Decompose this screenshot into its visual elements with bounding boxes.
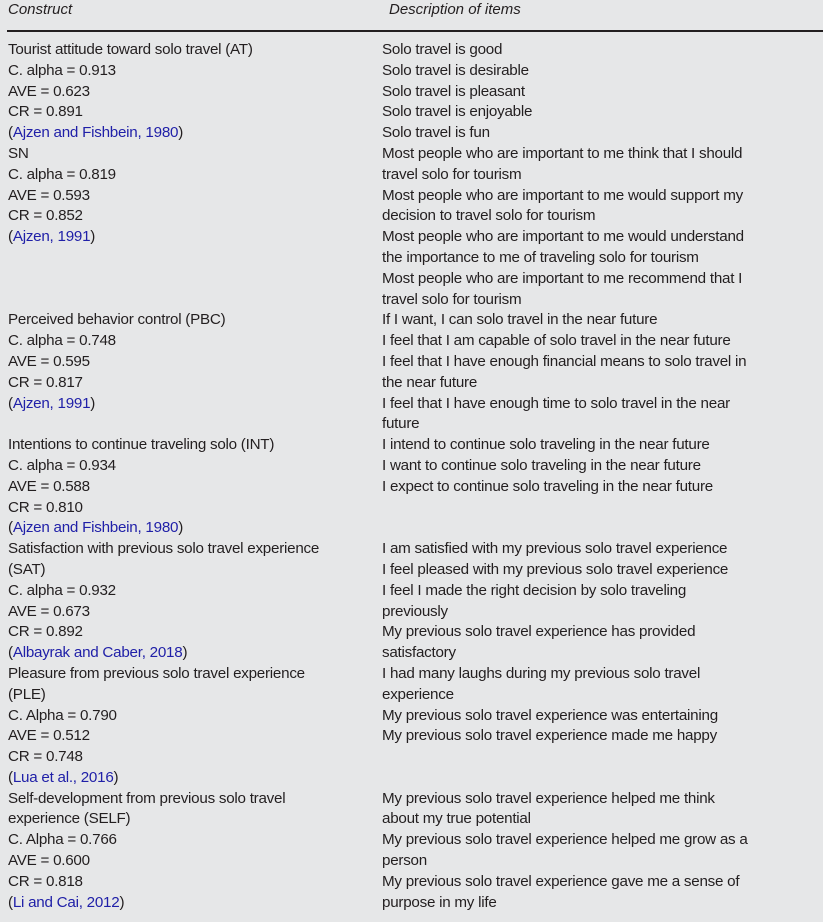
- table-row: [0, 40, 823, 144]
- item-description: the near future: [382, 373, 478, 391]
- item-description: I am satisfied with my previous solo travel experience: [382, 540, 728, 558]
- construct-stat: C. Alpha = 0.790: [8, 706, 117, 724]
- item-description: I feel that I am capable of solo travel in the near future: [382, 332, 731, 350]
- construct-stat: CR = 0.748: [8, 748, 83, 766]
- item-description: I had many laughs during my previous solo travel: [382, 664, 701, 682]
- construct-cell: [0, 539, 381, 664]
- citation: (Ajzen, 1991): [8, 394, 96, 412]
- item-description: I feel that I have enough financial means to solo travel in: [382, 352, 747, 370]
- description-cell: [381, 40, 823, 144]
- citation-link[interactable]: Li and Cai, 2012: [12, 893, 120, 911]
- header-construct: Construct: [8, 1, 73, 18]
- construct-stat: CR = 0.810: [8, 498, 83, 516]
- construct-cell: [0, 40, 381, 144]
- item-description: I feel I made the right decision by solo traveling: [382, 581, 687, 599]
- construct-stat: C. Alpha = 0.766: [8, 831, 117, 849]
- citation-link[interactable]: Ajzen and Fishbein, 1980: [12, 124, 179, 142]
- construct-name: Intentions to continue traveling solo (INT): [8, 436, 275, 454]
- header-rule: [7, 30, 823, 32]
- construct-stat: CR = 0.891: [8, 103, 83, 121]
- construct-cell: [0, 144, 381, 310]
- item-description: about my true potential: [382, 810, 531, 828]
- description-cell: [381, 539, 823, 664]
- construct-stat: (PLE): [8, 685, 46, 703]
- item-description: previously: [382, 602, 448, 620]
- citation-link[interactable]: Ajzen, 1991: [12, 394, 91, 412]
- construct-name: Satisfaction with previous solo travel experience: [8, 540, 320, 558]
- construct-name: SN: [8, 144, 29, 162]
- construct-stat: AVE = 0.600: [8, 852, 90, 870]
- item-description: Most people who are important to me recommend that I: [382, 269, 743, 287]
- citation: (Ajzen and Fishbein, 1980): [8, 124, 184, 142]
- construct-stat: AVE = 0.588: [8, 477, 90, 495]
- item-description: Solo travel is pleasant: [382, 82, 525, 100]
- construct-cell: [0, 310, 381, 435]
- item-description: My previous solo travel experience helped me grow as a: [382, 831, 748, 849]
- item-description: My previous solo travel experience was entertaining: [382, 706, 718, 724]
- item-description: purpose in my life: [382, 893, 497, 911]
- description-cell: [381, 144, 823, 310]
- construct-cell: [0, 664, 381, 789]
- item-description: travel solo for tourism: [382, 290, 522, 308]
- item-description: My previous solo travel experience helped me think: [382, 789, 715, 807]
- construct-stat: C. alpha = 0.748: [8, 332, 116, 350]
- construct-stat: AVE = 0.593: [8, 186, 90, 204]
- citation: (Lua et al., 2016): [8, 768, 119, 786]
- item-description: Solo travel is fun: [382, 124, 490, 142]
- item-description: Most people who are important to me would support my: [382, 186, 743, 204]
- construct-name: Tourist attitude toward solo travel (AT): [8, 41, 253, 58]
- table-row: [0, 664, 823, 789]
- item-description: I expect to continue solo traveling in the near future: [382, 477, 713, 495]
- item-description: My previous solo travel experience has provided: [382, 623, 696, 641]
- item-description: If I want, I can solo travel in the near future: [382, 311, 658, 329]
- construct-stat: CR = 0.818: [8, 872, 83, 890]
- citation-link[interactable]: Ajzen and Fishbein, 1980: [12, 519, 179, 537]
- item-description: Solo travel is desirable: [382, 61, 529, 79]
- construct-stat: CR = 0.892: [8, 623, 83, 641]
- citation: (Albayrak and Caber, 2018): [8, 644, 188, 662]
- citation: (Li and Cai, 2012): [8, 893, 125, 911]
- construct-name: Self-development from previous solo travel: [8, 789, 286, 807]
- header-description: Description of items: [389, 1, 521, 18]
- item-description: I want to continue solo traveling in the near future: [382, 456, 701, 474]
- table-body: [0, 40, 823, 913]
- item-description: My previous solo travel experience gave me a sense of: [382, 872, 740, 890]
- item-description: I feel pleased with my previous solo travel experience: [382, 560, 729, 578]
- citation: (Ajzen and Fishbein, 1980): [8, 519, 184, 537]
- construct-cell: [0, 789, 381, 914]
- construct-stat: C. alpha = 0.913: [8, 61, 116, 79]
- item-description: travel solo for tourism: [382, 165, 522, 183]
- construct-stat: CR = 0.817: [8, 373, 83, 391]
- table-row: [0, 435, 823, 539]
- construct-name: Perceived behavior control (PBC): [8, 311, 226, 329]
- construct-stat: C. alpha = 0.932: [8, 581, 116, 599]
- description-cell: [381, 310, 823, 435]
- construct-stat: AVE = 0.673: [8, 602, 90, 620]
- item-description: Solo travel is good: [382, 41, 503, 58]
- construct-stat: AVE = 0.623: [8, 82, 90, 100]
- table-header: [0, 0, 823, 32]
- table-row: [0, 539, 823, 664]
- construct-stat: C. alpha = 0.934: [8, 456, 116, 474]
- construct-stat: AVE = 0.595: [8, 352, 90, 370]
- table-row: [0, 310, 823, 435]
- item-description: future: [382, 415, 420, 433]
- construct-name: Pleasure from previous solo travel experience: [8, 664, 305, 682]
- item-description: satisfactory: [382, 644, 456, 662]
- item-description: decision to travel solo for tourism: [382, 207, 596, 225]
- construct-stat: AVE = 0.512: [8, 727, 90, 745]
- item-description: I intend to continue solo traveling in the near future: [382, 436, 710, 454]
- item-description: Most people who are important to me would understand: [382, 228, 744, 246]
- description-cell: [381, 664, 823, 789]
- item-description: person: [382, 852, 427, 870]
- item-description: experience: [382, 685, 454, 703]
- construct-stat: C. alpha = 0.819: [8, 165, 116, 183]
- item-description: Solo travel is enjoyable: [382, 103, 533, 121]
- citation-link[interactable]: Lua et al., 2016: [12, 768, 114, 786]
- citation: (Ajzen, 1991): [8, 228, 96, 246]
- construct-stat: (SAT): [8, 560, 46, 578]
- description-cell: [381, 435, 823, 539]
- construct-stat: experience (SELF): [8, 810, 131, 828]
- item-description: Most people who are important to me think that I should: [382, 144, 743, 162]
- table-row: [0, 789, 823, 914]
- item-description: My previous solo travel experience made me happy: [382, 727, 717, 745]
- table-row: [0, 144, 823, 310]
- construct-cell: [0, 435, 381, 539]
- item-description: I feel that I have enough time to solo travel in the near: [382, 394, 730, 412]
- description-cell: [381, 789, 823, 914]
- construct-stat: CR = 0.852: [8, 207, 83, 225]
- citation-link[interactable]: Albayrak and Caber, 2018: [12, 644, 183, 662]
- item-description: the importance to me of traveling solo for tourism: [382, 248, 699, 266]
- citation-link[interactable]: Ajzen, 1991: [12, 228, 91, 246]
